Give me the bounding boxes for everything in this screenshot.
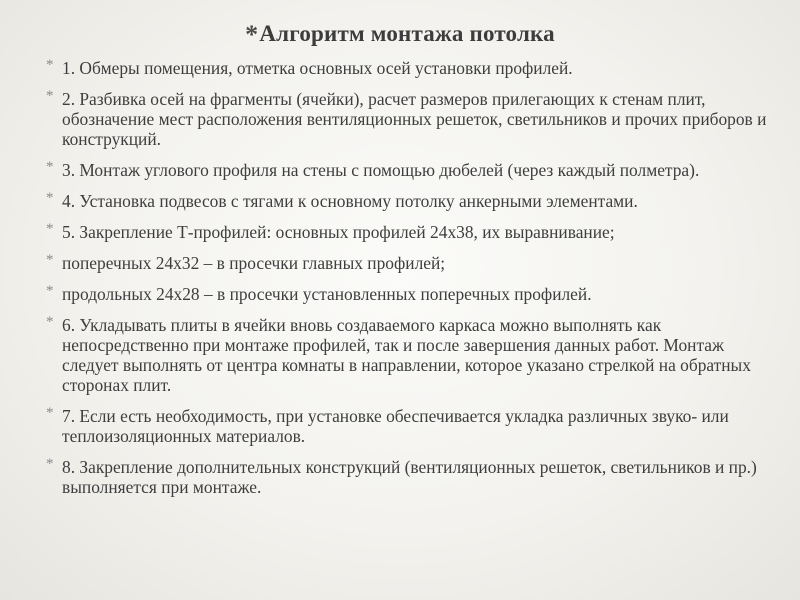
bullet-icon: *	[46, 190, 54, 206]
bullet-icon: *	[46, 159, 54, 175]
list-item	[46, 58, 781, 78]
list-item-text: 7. Если есть необходимость, при установке обеспечивается укладка различных звуко- или теплоизоляционных материалов.	[62, 406, 729, 446]
bullet-list	[46, 58, 781, 508]
list-item-text: 1. Обмеры помещения, отметка основных осей установки профилей.	[62, 58, 573, 78]
bullet-icon: *	[46, 405, 54, 421]
list-item	[46, 284, 781, 304]
bullet-icon: *	[46, 57, 54, 73]
list-item	[46, 222, 781, 242]
bullet-icon: *	[46, 283, 54, 299]
list-item	[46, 160, 781, 180]
list-item	[46, 315, 781, 395]
list-item	[46, 406, 781, 446]
title-star-icon: *	[245, 20, 259, 49]
slide-title-text: Алгоритм монтажа потолка	[259, 21, 555, 46]
list-item-text: 3. Монтаж углового профиля на стены с помощью дюбелей (через каждый полметра).	[62, 160, 700, 180]
list-item-text: 5. Закрепление Т-профилей: основных профилей 24х38, их выравнивание;	[62, 222, 615, 242]
bullet-icon: *	[46, 221, 54, 237]
list-item-text: 4. Установка подвесов с тягами к основному потолку анкерными элементами.	[62, 191, 638, 211]
list-item-text: 6. Укладывать плиты в ячейки вновь создаваемого каркаса можно выполнять как непосредственно при монтаже профилей, так и после завершения данных работ. Монтаж следует выполнять от центра комнаты в направлении, которое указано стрелкой на обратных сторонах плит.	[62, 315, 751, 395]
list-item-text: поперечных 24х32 – в просечки главных профилей;	[62, 253, 446, 273]
bullet-icon: *	[46, 456, 54, 472]
slide-title	[0, 18, 800, 48]
list-item	[46, 191, 781, 211]
list-item-text: 2. Разбивка осей на фрагменты (ячейки), расчет размеров прилегающих к стенам плит, обозначение мест расположения вентиляционных решеток, светильников и прочих приборов и конструкций.	[62, 89, 767, 149]
list-item-text: 8. Закрепление дополнительных конструкций (вентиляционных решеток, светильников и пр.) выполняется при монтаже.	[62, 457, 757, 497]
bullet-icon: *	[46, 88, 54, 104]
list-item	[46, 457, 781, 497]
list-item	[46, 253, 781, 273]
list-item	[46, 89, 781, 149]
list-item-text: продольных 24х28 – в просечки установленных поперечных профилей.	[62, 284, 592, 304]
bullet-icon: *	[46, 314, 54, 330]
bullet-icon: *	[46, 252, 54, 268]
